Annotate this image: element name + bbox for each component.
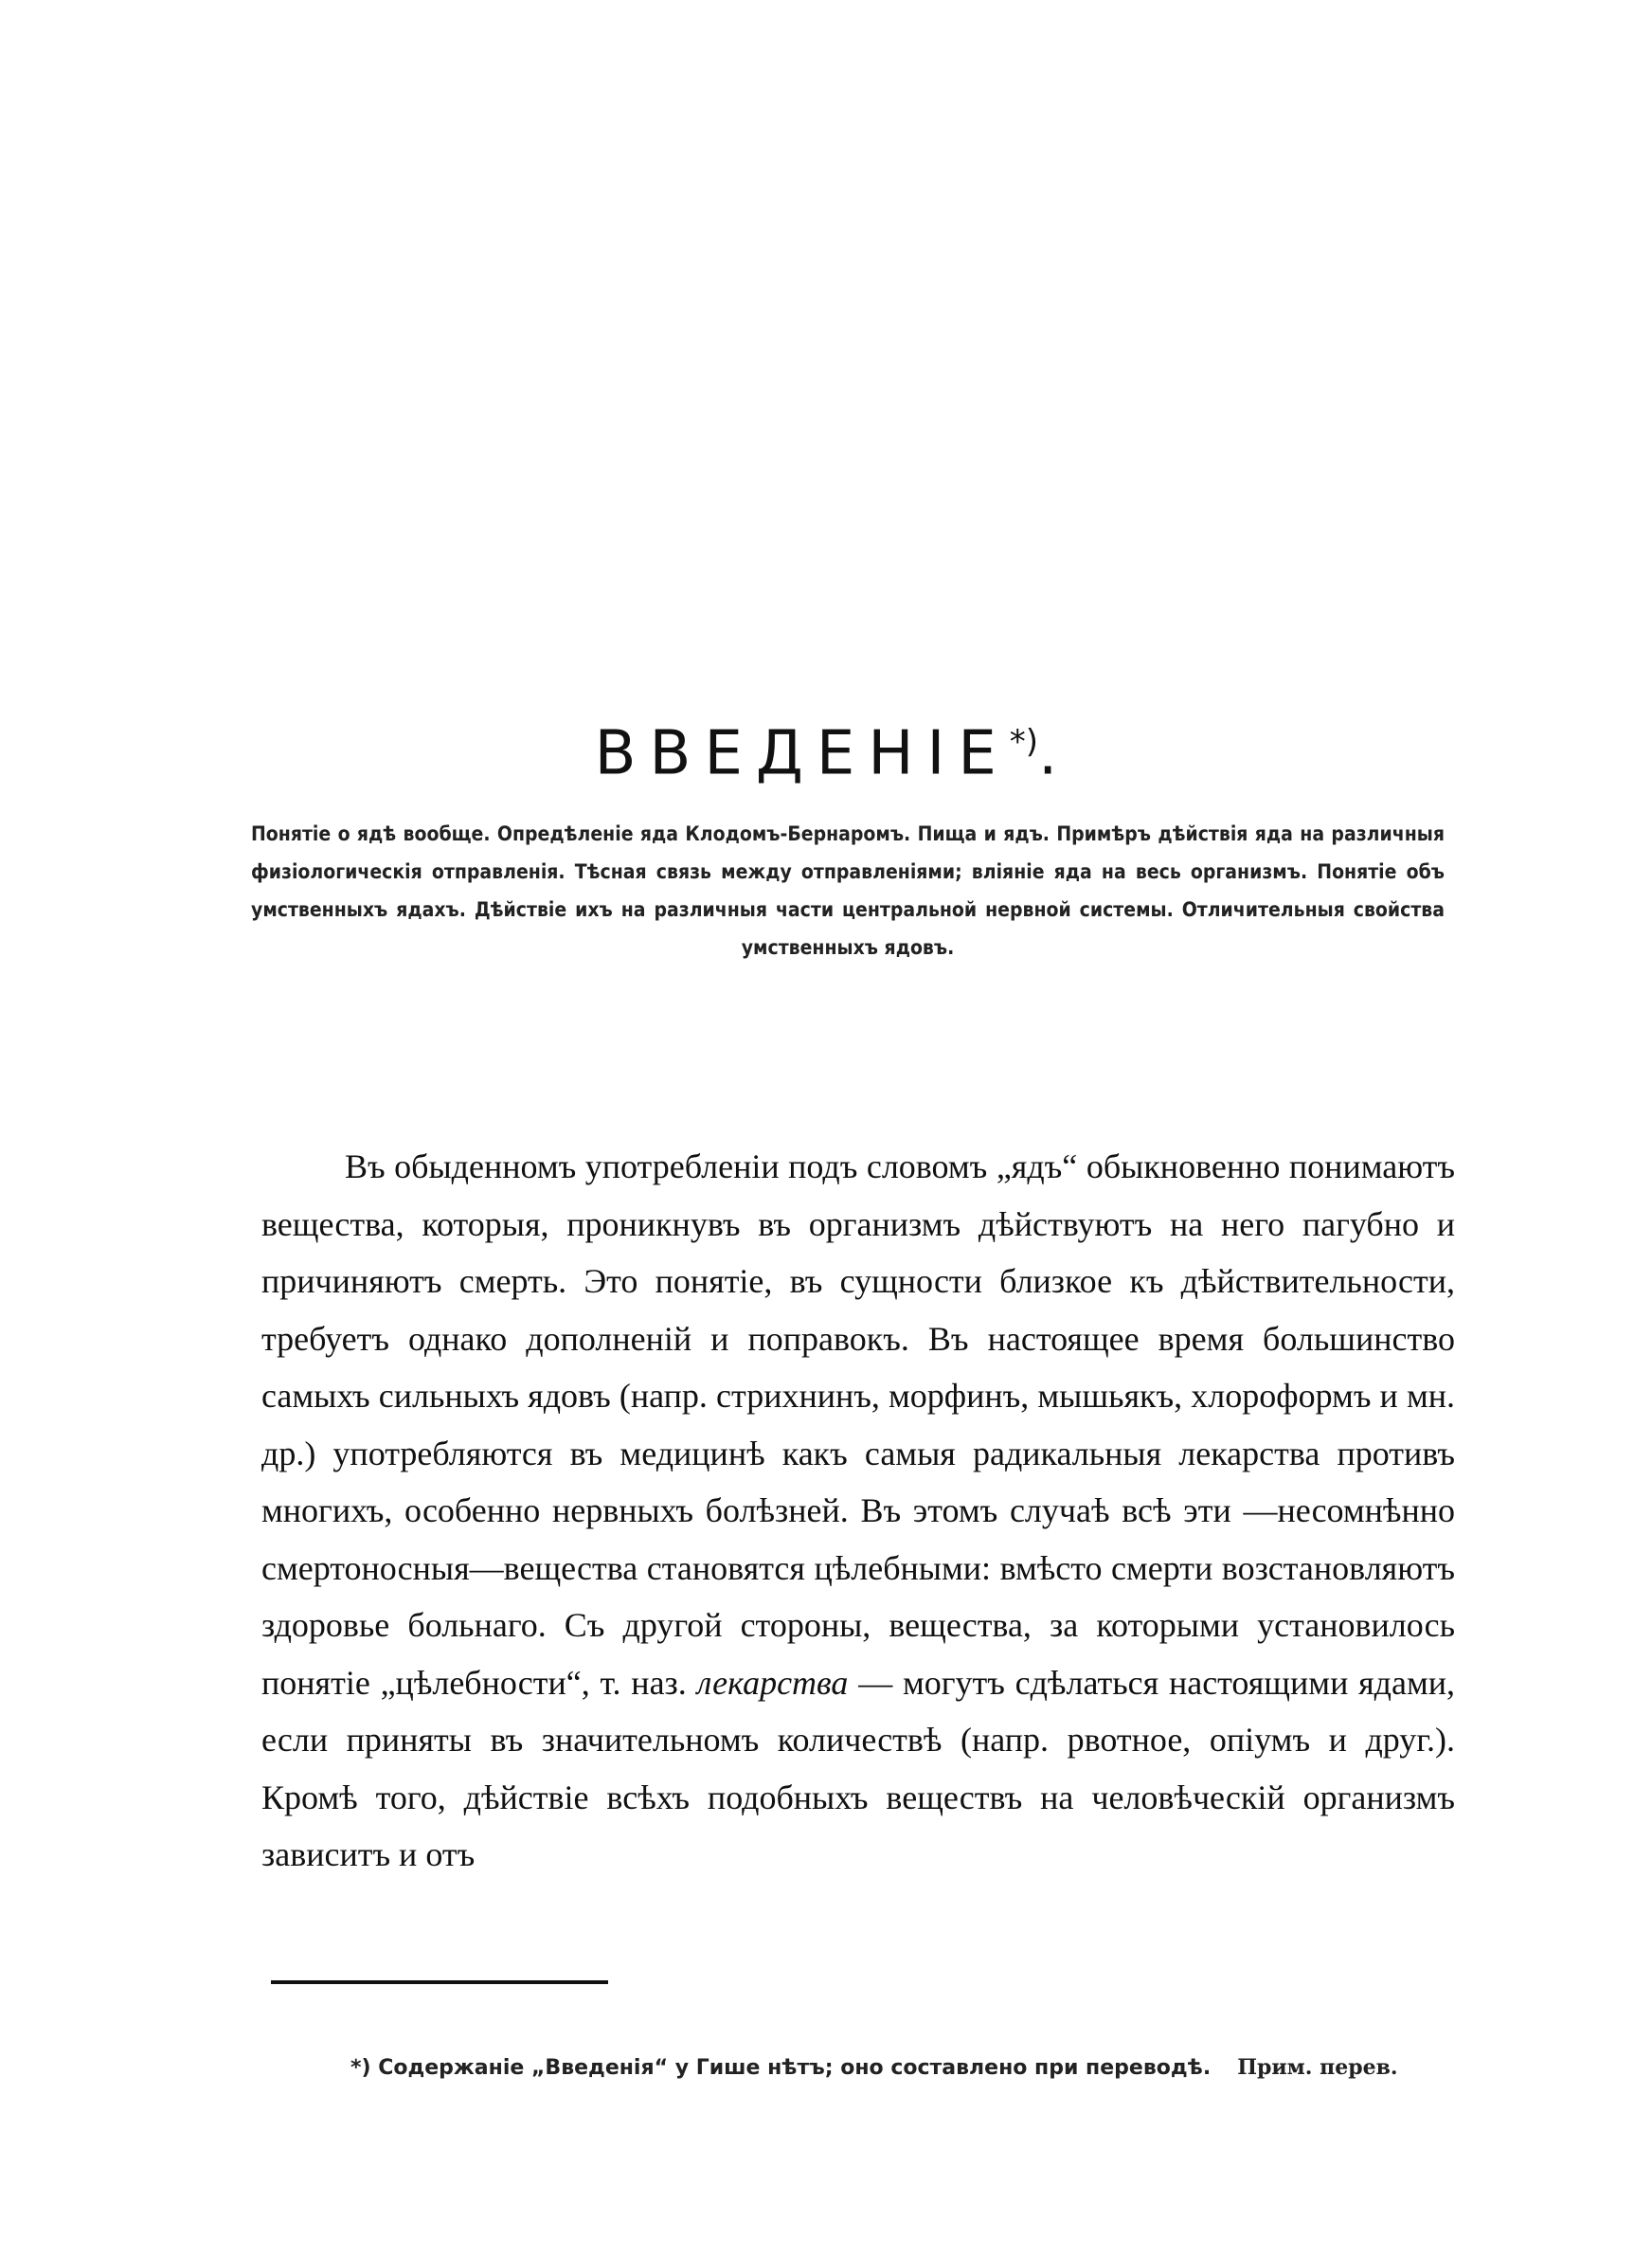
footnote-text: *) Содержаніе „Введенія“ у Гише нѣтъ; оно составлено при переводѣ.: [350, 2056, 1212, 2080]
title-text: ВВЕДЕНІЕ: [594, 718, 1010, 789]
body-paragraph: [261, 1138, 1455, 1884]
footnote: [350, 2051, 1468, 2085]
footnote-divider: [271, 1980, 608, 1984]
title-period: .: [1038, 718, 1058, 789]
chapter-summary: Понятіе о ядѣ вообще. Опредѣленіе яда Клодомъ-Бернаромъ. Пища и ядъ. Примѣръ дѣйствія яда на различныя физіологическія отправленія. Тѣсная связь между отправленіями; вліяніе яда на весь организмъ. Понятіе объ умственныхъ ядахъ. Дѣйствіе ихъ на различныя части центральной нервной системы. Отличительныя свойства умственныхъ ядовъ.: [251, 822, 1445, 959]
footnote-author: Прим. перев.: [1237, 2055, 1398, 2080]
page-title: [0, 704, 1652, 791]
title-footnote-mark: *): [1009, 722, 1039, 761]
body-emphasis: лекарства: [696, 1663, 849, 1702]
body-text-part-2: — могутъ сдѣлаться настоящими ядами, если приняты въ значительномъ количествѣ (напр. рвотное, опіумъ и друг.). Кромѣ того, дѣйствіе всѣхъ подобныхъ веществъ на человѣческій организмъ зависитъ и отъ: [261, 1663, 1456, 1873]
body-text-part-1: Въ обыденномъ употребленіи подъ словомъ „ядъ“ обыкновенно понимаютъ вещества, которыя, проникнувъ въ организмъ дѣйствуютъ на него пагубно и причиняютъ смерть. Это понятіе, въ сущности близкое къ дѣйствительности, требуетъ однако дополненій и поправокъ. Въ настоящее время большинство самыхъ сильныхъ ядовъ (напр. стрихнинъ, морфинъ, мышьякъ, хлороформъ и мн. др.) употребляются въ медицинѣ какъ самыя радикальныя лекарства противъ многихъ, особенно нервныхъ болѣзней. Въ этомъ случаѣ всѣ эти —несомнѣнно смертоносныя—вещества становятся цѣлебными: вмѣсто смерти возстановляютъ здоровье больнаго. Съ другой стороны, вещества, за которыми установилось понятіе „цѣлебности“, т. наз.: [261, 1147, 1455, 1702]
